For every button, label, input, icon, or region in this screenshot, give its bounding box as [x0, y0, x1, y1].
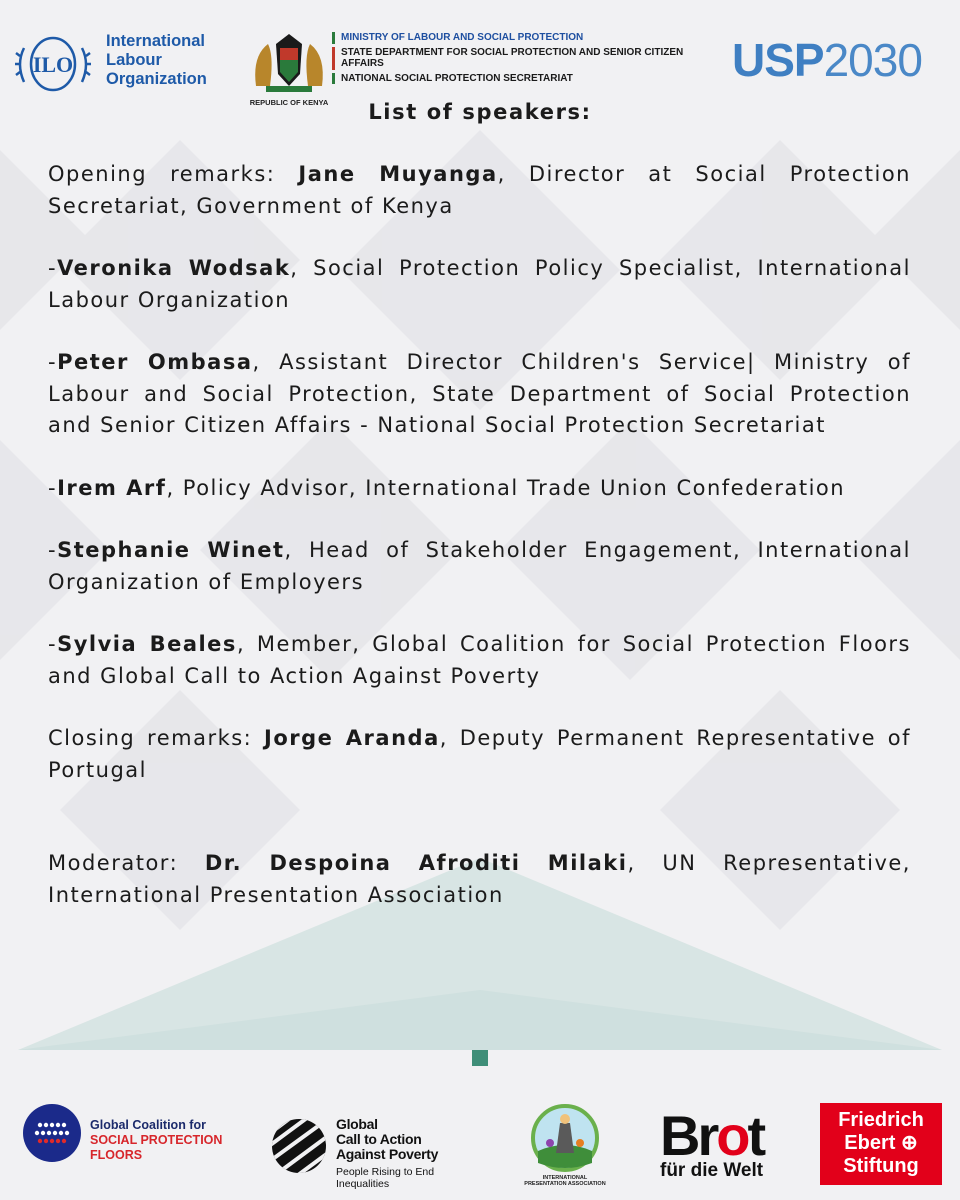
moderator-item: Moderator: Dr. Despoina Afroditi Milaki, UN Representative, International Presentation Association [48, 851, 911, 907]
moderator-name: Dr. Despoina Afroditi Milaki [204, 851, 628, 875]
speaker-name: Irem Arf [57, 475, 167, 500]
ilo-line3: Organization [106, 70, 207, 88]
speaker-name: Stephanie Winet [57, 538, 285, 562]
ipa-logo [522, 1103, 608, 1193]
ipa-emblem-icon [530, 1103, 600, 1173]
gcap-tagline: People Rising to End Inequalities [336, 1166, 435, 1190]
coat-of-arms-icon [246, 26, 332, 98]
gcspf-line2: SOCIAL PROTECTION FLOORS [90, 1133, 223, 1162]
ilo-logo [10, 28, 210, 100]
ilo-line1: International [106, 32, 206, 50]
fes-logo [820, 1103, 942, 1185]
kenya-coat-of-arms [246, 26, 332, 110]
gcap-line3: Against Poverty [336, 1146, 439, 1162]
speaker-list [48, 159, 911, 942]
speaker-item: -Stephanie Winet, Head of Stakeholder Engagement, International Organization of Employers [48, 538, 911, 594]
speaker-item: -Veronika Wodsak, Social Protection Policy Specialist, International Labour Organization [48, 256, 911, 312]
speaker-item: Closing remarks: Jorge Aranda, Deputy Permanent Representative of Portugal [48, 726, 912, 782]
small-square-mark [472, 1050, 488, 1066]
gcap-line2: Call to Action [336, 1131, 422, 1147]
speaker-item: -Irem Arf, Policy Advisor, International Trade Union Confederation [48, 475, 846, 500]
usp2030-logo [732, 34, 922, 86]
kenya-caption: REPUBLIC OF KENYA [249, 98, 329, 107]
dot-circle-icon [22, 1103, 82, 1163]
speaker-item: Opening remarks: Jane Muyanga, Director at Social Protection Secretariat, Government of Kenya [48, 162, 911, 218]
speaker-item: -Sylvia Beales, Member, Global Coalition for Social Protection Floors and Global Call to Action Against Poverty [48, 632, 911, 688]
ilo-emblem-icon [10, 28, 96, 100]
gcap-logo [270, 1116, 490, 1190]
fes-line1: Friedrich [838, 1109, 924, 1131]
gcap-globe-icon [270, 1117, 328, 1175]
speaker-name: Sylvia Beales [57, 632, 237, 656]
partner-logos [0, 1095, 960, 1195]
ilo-line2: Labour [106, 51, 162, 69]
ministry-line2: STATE DEPARTMENT FOR SOCIAL PROTECTION AND SENIOR CITIZEN AFFAIRS [332, 47, 722, 70]
gcspf-line1: Global Coalition for [90, 1118, 206, 1132]
ipa-caption: INTERNATIONAL PRESENTATION ASSOCIATION [524, 1175, 606, 1187]
gcap-line1: Global [336, 1116, 378, 1132]
speaker-item: -Peter Ombasa, Assistant Director Children's Service| Ministry of Labour and Social Protection, State Department of Social Protection and Senior Citizen Affairs - National Social Protection Secretariat [48, 350, 911, 437]
speaker-name: Peter Ombasa [57, 350, 253, 374]
speaker-name: Jorge Aranda [264, 726, 440, 750]
speaker-name: Jane Muyanga [298, 162, 498, 186]
ministry-line1: MINISTRY OF LABOUR AND SOCIAL PROTECTION [332, 32, 722, 44]
svg-text:ILO: ILO [32, 52, 74, 77]
fes-line3: Stiftung [843, 1155, 919, 1177]
ministry-line3: NATIONAL SOCIAL PROTECTION SECRETARIAT [332, 73, 722, 85]
usp-bold: USP [732, 34, 824, 86]
globe-icon: ⊕ [900, 1132, 918, 1154]
ministry-block [332, 32, 722, 87]
page-title: List of speakers: [368, 100, 592, 124]
speaker-name: Veronika Wodsak [57, 256, 291, 280]
brot-logo: Brot für die Welt [660, 1111, 795, 1191]
fes-line2: Ebert ⊕ [844, 1132, 918, 1154]
usp-number: 2030 [823, 34, 922, 86]
gcspf-logo [22, 1103, 252, 1163]
brot-subtitle: für die Welt [660, 1160, 764, 1181]
